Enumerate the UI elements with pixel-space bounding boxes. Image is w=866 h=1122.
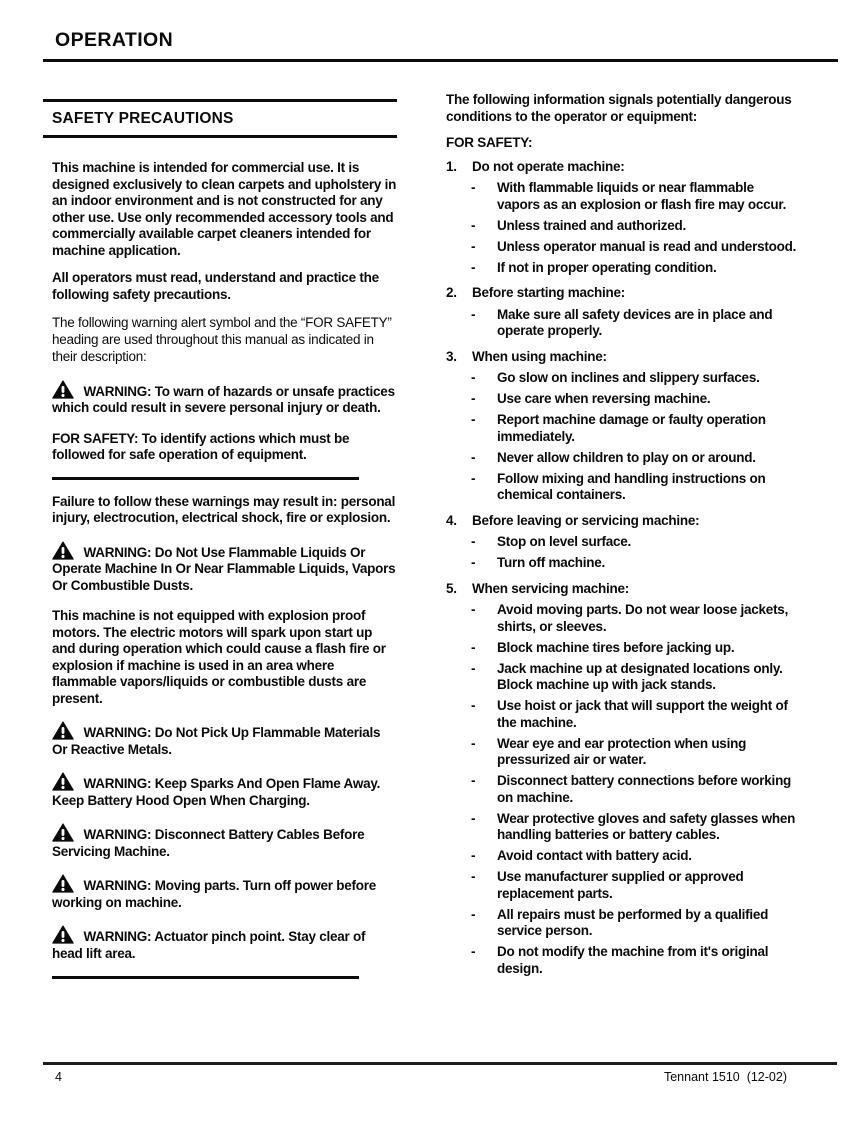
dash-bullet: - — [471, 259, 476, 275]
warning-triangle-icon — [52, 772, 74, 791]
safety-subitem — [471, 180, 798, 213]
subitem-text: Avoid contact with battery acid. — [497, 848, 692, 863]
dash-bullet: - — [471, 470, 476, 486]
safety-subitem — [471, 412, 798, 445]
paragraph-text: The following warning alert symbol and the “FOR SAFETY” heading are used throughout this manual as indicated in their description: — [52, 315, 392, 365]
dash-bullet: - — [471, 238, 476, 254]
body-paragraph — [52, 270, 398, 303]
paragraph-text: FOR SAFETY: To identify actions which must be followed for safe operation of equipment. — [52, 430, 350, 463]
warning-triangle-icon — [52, 541, 74, 560]
safety-list — [446, 159, 798, 978]
dash-bullet: - — [471, 602, 476, 617]
item-label: When using machine: — [472, 348, 607, 364]
section-divider — [52, 976, 359, 979]
subitem-text: Use manufacturer supplied or approved replacement parts. — [497, 869, 744, 901]
subitem-text: Unless trained and authorized. — [497, 217, 687, 233]
safety-item-head — [446, 581, 798, 598]
warning-triangle-icon — [52, 874, 74, 893]
subitem-text: Make sure all safety devices are in place and operate properly. — [497, 306, 773, 338]
body-paragraph — [52, 494, 398, 527]
paragraph-text: WARNING: Disconnect Battery Cables Before Servicing Machine. — [52, 827, 365, 859]
item-number: 3. — [446, 348, 457, 364]
safety-subitem — [471, 944, 798, 977]
dash-bullet: - — [471, 534, 476, 549]
paragraph-text: WARNING: Do Not Use Flammable Liquids Or Operate Machine In Or Near Flammable Liquids, Vapors Or Combustible Dusts. — [52, 544, 396, 593]
warning-paragraph — [52, 541, 398, 595]
safety-subitem — [471, 640, 798, 657]
dash-bullet: - — [471, 810, 476, 826]
safety-subitem — [471, 773, 798, 806]
paragraph-text: This machine is not equipped with explosion proof motors. The electric motors will spark upon start up and during operation which could cause a flash fire or explosion if machine is used in an area where flammable vapors/liquids or combustible dusts are present. — [52, 608, 386, 706]
subitem-text: Stop on level surface. — [497, 534, 632, 549]
subitem-text: Go slow on inclines and slippery surfaces. — [497, 370, 760, 385]
section-divider — [52, 477, 359, 480]
safety-subitem — [471, 307, 798, 340]
intro-paragraph: The following information signals potentially dangerous conditions to the operator or equipment: — [446, 92, 792, 124]
dash-bullet: - — [471, 735, 476, 751]
safety-subitem — [471, 555, 798, 572]
right-column — [446, 92, 798, 986]
dash-bullet: - — [471, 906, 476, 922]
safety-item-head — [446, 513, 798, 530]
for-safety-heading: FOR SAFETY: — [446, 135, 533, 150]
item-number: 2. — [446, 285, 457, 300]
section-heading: SAFETY PRECAUTIONS — [43, 99, 397, 138]
safety-item-head — [446, 159, 798, 176]
subitem-text: If not in proper operating condition. — [497, 259, 717, 275]
item-label: Before starting machine: — [472, 285, 626, 300]
item-label: When servicing machine: — [472, 580, 630, 596]
paragraph-text: WARNING: Keep Sparks And Open Flame Away. Keep Battery Hood Open When Charging. — [52, 776, 381, 808]
subitem-text: Use care when reversing machine. — [497, 391, 711, 406]
warning-paragraph — [52, 874, 398, 911]
safety-item — [446, 285, 798, 340]
dash-bullet: - — [471, 869, 476, 884]
safety-subitem — [471, 471, 798, 504]
warning-triangle-icon — [52, 925, 74, 944]
subitem-text: With flammable liquids or near flammable vapors as an explosion or flash fire may occur. — [497, 180, 787, 212]
warning-paragraph — [52, 380, 398, 417]
dash-bullet: - — [471, 660, 476, 676]
dash-bullet: - — [471, 944, 476, 959]
left-column — [52, 160, 398, 993]
item-number: 5. — [446, 580, 457, 596]
warning-paragraph — [52, 823, 398, 860]
safety-subitem — [471, 869, 798, 902]
page-number: 4 — [55, 1070, 62, 1084]
subitem-text: Follow mixing and handling instructions on chemical containers. — [497, 470, 766, 502]
dash-bullet: - — [471, 848, 476, 863]
body-paragraph — [52, 431, 398, 464]
warning-triangle-icon — [52, 823, 74, 842]
paragraph-text: This machine is intended for commercial use. It is designed exclusively to clean carpets and upholstery in an indoor environment and is not constructed for any other use. Use only recommended accessory tools and commercially available carpet cleaners intended for machine application. — [52, 160, 397, 258]
safety-subitem — [471, 239, 798, 256]
safety-subitem — [471, 661, 798, 694]
warning-triangle-icon — [52, 721, 74, 740]
dash-bullet: - — [471, 773, 476, 788]
safety-item-head — [446, 349, 798, 366]
paragraph-text: Failure to follow these warnings may result in: personal injury, electrocution, electrical shock, fire or explosion. — [52, 493, 396, 526]
body-paragraph — [52, 314, 398, 366]
subitem-text: Do not modify the machine from it's original design. — [497, 944, 769, 976]
safety-subitem — [471, 450, 798, 467]
dash-bullet: - — [471, 391, 476, 406]
dash-bullet: - — [471, 370, 476, 385]
warning-triangle-icon — [52, 380, 74, 399]
warning-paragraph — [52, 772, 398, 809]
safety-item-head — [446, 285, 798, 302]
dash-bullet: - — [471, 217, 476, 233]
footer-rule — [43, 1062, 837, 1065]
safety-item — [446, 159, 798, 277]
dash-bullet: - — [471, 698, 476, 713]
warning-paragraph — [52, 925, 398, 962]
subitem-text: Turn off machine. — [497, 555, 606, 570]
subitem-text: Unless operator manual is read and understood. — [497, 238, 797, 254]
item-label: Before leaving or servicing machine: — [472, 512, 700, 528]
subitem-text: Jack machine up at designated locations only. Block machine up with jack stands. — [497, 660, 783, 692]
subitem-text: Report machine damage or faulty operation immediately. — [497, 412, 766, 444]
dash-bullet: - — [471, 306, 476, 322]
safety-subitem — [471, 391, 798, 408]
item-number: 4. — [446, 512, 457, 528]
safety-subitem — [471, 907, 798, 940]
safety-item — [446, 513, 798, 572]
subitem-text: Wear eye and ear protection when using pressurized air or water. — [497, 735, 747, 767]
dash-bullet: - — [471, 555, 476, 570]
safety-subitem — [471, 736, 798, 769]
subitem-text: Never allow children to play on or around. — [497, 449, 756, 465]
header-rule — [43, 59, 838, 62]
paragraph-text: WARNING: Actuator pinch point. Stay clear of head lift area. — [52, 929, 366, 961]
warning-paragraph — [52, 721, 398, 758]
subitem-text: Use hoist or jack that will support the weight of the machine. — [497, 698, 788, 730]
safety-subitem — [471, 698, 798, 731]
body-paragraph — [52, 608, 398, 707]
subitem-text: All repairs must be performed by a qualified service person. — [497, 906, 769, 938]
safety-subitem — [471, 260, 798, 277]
safety-subitem — [471, 370, 798, 387]
paragraph-text: WARNING: To warn of hazards or unsafe practices which could result in severe personal injury or death. — [52, 383, 395, 416]
body-paragraph — [52, 160, 398, 259]
paragraph-text: WARNING: Do Not Pick Up Flammable Materials Or Reactive Metals. — [52, 725, 381, 757]
subitem-text: Avoid moving parts. Do not wear loose jackets, shirts, or sleeves. — [497, 602, 789, 634]
safety-subitem — [471, 848, 798, 865]
paragraph-text: All operators must read, understand and practice the following safety precautions. — [52, 270, 379, 302]
safety-subitem — [471, 218, 798, 235]
subitem-text: Disconnect battery connections before working on machine. — [497, 773, 792, 805]
doc-reference: Tennant 1510 (12-02) — [663, 1070, 787, 1084]
safety-item — [446, 581, 798, 978]
item-number: 1. — [446, 158, 457, 174]
dash-bullet: - — [471, 180, 476, 195]
page-title: OPERATION — [55, 29, 174, 51]
safety-subitem — [471, 602, 798, 635]
safety-item — [446, 349, 798, 504]
subitem-text: Wear protective gloves and safety glasses when handling batteries or battery cables. — [497, 810, 796, 842]
dash-bullet: - — [471, 412, 476, 427]
dash-bullet: - — [471, 449, 476, 465]
safety-subitem — [471, 534, 798, 551]
safety-subitem — [471, 811, 798, 844]
paragraph-text: WARNING: Moving parts. Turn off power before working on machine. — [52, 878, 377, 910]
dash-bullet: - — [471, 639, 476, 655]
subitem-text: Block machine tires before jacking up. — [497, 639, 735, 655]
item-label: Do not operate machine: — [472, 158, 625, 174]
